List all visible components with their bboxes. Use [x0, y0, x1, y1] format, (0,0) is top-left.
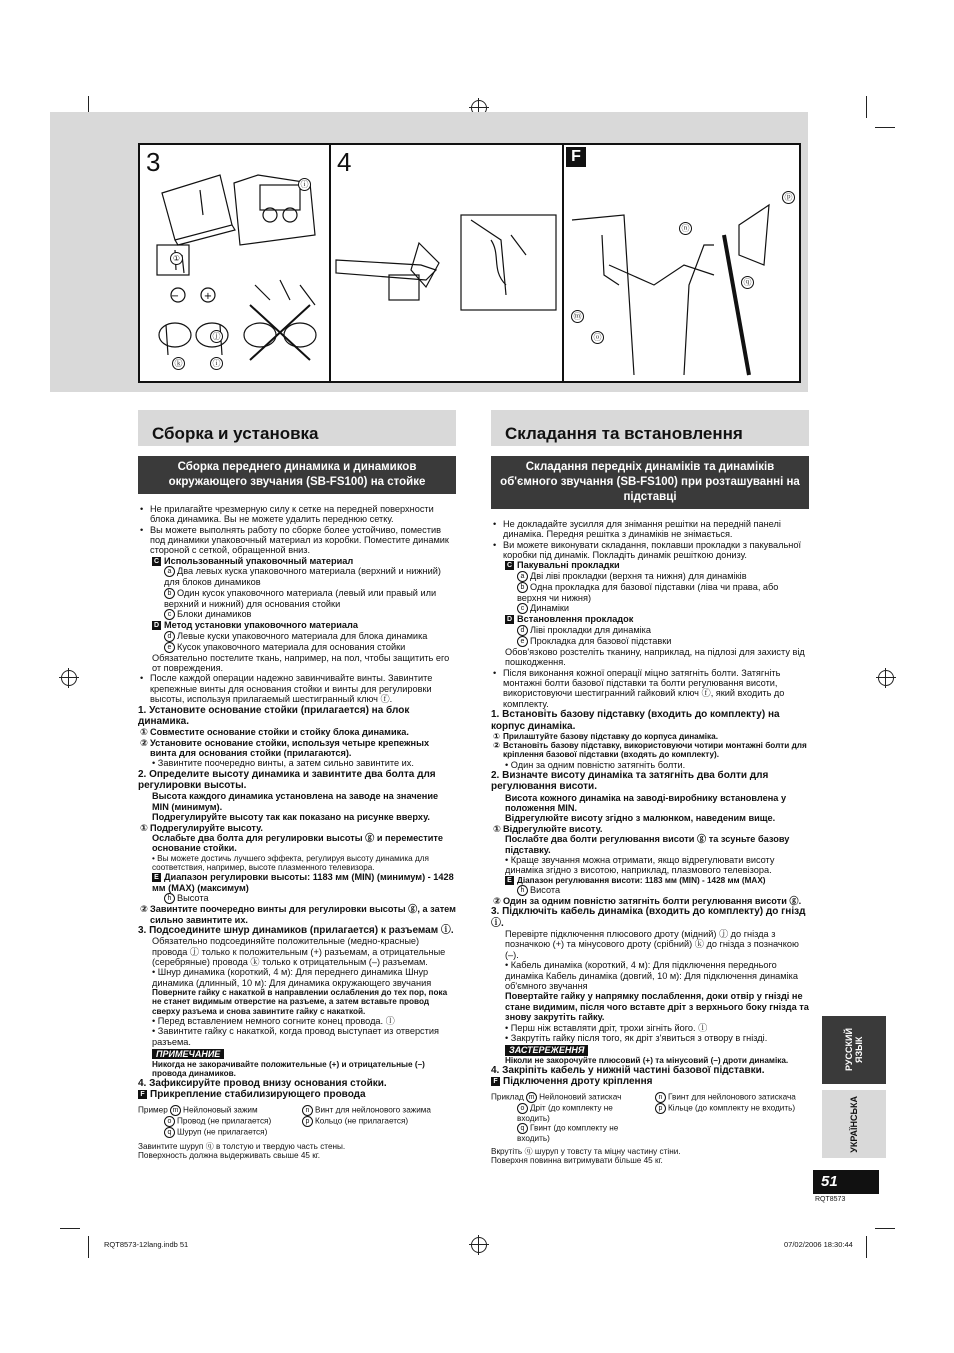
paragraph: Поверхность должна выдерживать свыше 45 кг.: [138, 1150, 321, 1160]
crop-mark: [875, 1228, 895, 1229]
panel-3: [140, 145, 331, 381]
callout-label: ⓘ: [210, 357, 223, 370]
instructions-body: [491, 519, 809, 1166]
panel-4-number: 4: [337, 147, 352, 177]
bullet-item: • Перед вставлением немного согните конец провода. ⓛ: [152, 1015, 395, 1026]
substep: ② Установите основание стойки, используя четыре крепежных винта для основания стойки (прилагаются).: [140, 737, 430, 759]
paragraph: Послабте два болти регулювання висоти ⓖ та зсуньте базову підставку.: [505, 834, 790, 855]
panel-4: [331, 145, 564, 381]
paragraph: Ослабьте два болта для регулировки высоты ⓖ и переместите основание стойки.: [152, 832, 443, 854]
step-heading: 2. Определите высоту динамика и завинтите два болта для регулировки высоты.: [138, 768, 436, 792]
bullet-item: • Після виконання кожної операції міцно затягніть болти. Затягніть монтажні болти базової підставки та болти регулювання висоти, використовуючи шестигранний гайковий ключ ⓕ, який входить до комплекту.: [493, 667, 785, 709]
bullet-item: • После каждой операции надежно завинчивайте винты. Завинтите крепежные винты для основания стойки и винты для регулировки высоты, используя прилагаемый шестигранный ключ ⓕ.: [140, 673, 433, 705]
bullet-item: • Шнур динамика (короткий, 4 м): Для переднего динамика Шнур динамика (длинный, 10 м): Для динамика окружающего звучания: [152, 967, 432, 988]
paragraph: Перевірте підключення плюсового дроту (мідний) ⓙ до гнізда з позначкою (+) та мінусового дроту (срібний) ⓚ до гнізда з позначкою (–).: [505, 929, 799, 960]
panel-3-number: 3: [146, 147, 161, 177]
callout-label: ⓘ: [298, 178, 311, 191]
note-label-wrap: [491, 1043, 809, 1055]
list-item: e Прокладка для базової підставки: [491, 636, 809, 647]
list-item: c Динаміки: [491, 603, 809, 614]
bullet-item: • Не докладайте зусилля для знімання решітки на передній панелі динаміка. Передня решітка з динаміків не знімається.: [493, 518, 781, 540]
bullet-item: • Вы можете достичь лучшего эффекта, регулируя высоту динамика для соответствия, например, высоте плазменного телевизора.: [152, 853, 429, 873]
list-item: d Левые куски упаковочного материала для блока динамика: [138, 631, 456, 642]
bullet-item: • Завинтите гайку с накаткой, когда провод выступает из отверстия разъема.: [152, 1026, 439, 1047]
instructions-body: [138, 504, 456, 1160]
substep: ② Один за одним повністю затягніть болти регулювання висоти ⓖ.: [493, 896, 802, 907]
note-text: Ніколи не закорочуйте плюсовий (+) та мінусовий (–) дроти динаміка.: [505, 1055, 789, 1065]
bullet-item: • Закрутіть гайку після того, як дріт з'явиться з отвору в гнізді.: [505, 1032, 768, 1043]
callout-label: ⓞ: [591, 331, 604, 344]
substep: ① Подрегулируйте высоту.: [140, 822, 263, 833]
note-label: ПРИМЕЧАНИЕ: [152, 1049, 224, 1059]
range-heading: E Диапазон регулировки высоты: 1183 мм (MIN) (минимум) - 1428 мм (MAX) (максимум): [152, 872, 454, 893]
example-legend: Пример m Нейлоновый зажим o Провод (не прилагается) q Шуруп (не прилагается) n Винт для нейлонового зажима p Кольцо (не прилагается): [138, 1105, 431, 1137]
packing-heading: C Пакувальні прокладки: [506, 560, 620, 571]
paragraph: Подрегулируйте высоту так как показано на рисунке вверху.: [152, 812, 430, 823]
note-label-wrap: [138, 1047, 456, 1059]
column-ukrainian: [491, 410, 809, 1166]
paragraph: Высота каждого динамика установлена на заводе на значение MIN (минимум).: [152, 791, 439, 812]
list-item: h Висота: [491, 885, 809, 896]
paragraph: Відрегулюйте висоту згідно з малюнком, наведеним вище.: [505, 813, 776, 824]
callout-label: ⓚ: [172, 357, 185, 370]
range-heading: E Діапазон регулювання висоти: 1183 мм (MIN) - 1428 мм (MAX): [491, 876, 809, 885]
list-item: b Один кусок упаковочного материала (левый или правый или верхний и нижний) для основания стойки: [164, 587, 437, 609]
column-russian: [138, 410, 456, 1160]
bullet-item: • Завинтите поочередно винты, а затем сильно завинтите их.: [152, 758, 414, 769]
paragraph: Завинтите шуруп ⓠ в толстую и твердую часть стены.: [138, 1141, 346, 1151]
paragraph: Поверхня повинна витримувати більше 45 кг.: [491, 1156, 663, 1166]
list-item: a Дві ліві прокладки (верхня та нижня) для динаміків: [491, 571, 809, 582]
registration-mark-icon: [61, 670, 77, 686]
step-heading: 3. Подсоедините шнур динамиков (прилагается) к разъемам ⓘ.: [138, 924, 454, 936]
callout-label: ①: [170, 252, 183, 265]
callout-label: ⓝ: [679, 222, 692, 235]
panel-f-marker: F: [566, 147, 586, 167]
section-title: Складання та встановлення: [491, 410, 809, 446]
paragraph: Обязательно постелите ткань, например, на пол, чтобы защитить его от повреждения.: [152, 652, 450, 674]
paragraph: Повертайте гайку у напрямку послаблення, доки отвір у гнізді не стане видимим, після чого вставте дріт з верхнього боку гнізда та знову закрутіть гайку.: [505, 991, 809, 1023]
svg-text:−: −: [170, 291, 180, 302]
step-heading: 2. Визначте висоту динаміка та затягніть два болти для регулювання висоти.: [491, 769, 769, 793]
example-legend: Приклад m Нейлоновий затискач o Дріт (до комплекту не входить) q Гвинт (до комплекту не входить) n Гвинт для нейлонового затискача p Кільце (до комплекту не входить): [491, 1092, 796, 1143]
wire-heading: F Підключення дроту кріплення: [491, 1076, 809, 1087]
paragraph: Висота кожного динаміка на заводі-виробнику встановлена у положення MIN.: [505, 792, 787, 813]
packing-heading: C Использованный упаковочный материал: [153, 555, 354, 566]
section-subtitle: Складання передніх динаміків та динаміків об'ємного звучання (SB-FS100) при розташуванні на підставці: [491, 456, 809, 509]
substep: ② Встановіть базову підставку, використовуючи чотири монтажні болти для кріплення базової підставки (входять до комплекту).: [493, 741, 807, 760]
list-item: e Кусок упаковочного материала для основания стойки: [138, 642, 456, 653]
note-text: Никогда не закорачивайте положительные (+) и отрицательные (–) провода динамиков.: [152, 1059, 425, 1078]
crop-mark: [60, 1228, 80, 1229]
crop-mark: [866, 96, 867, 118]
svg-text:+: +: [203, 291, 213, 302]
list-item: c Блоки динамиков: [138, 609, 456, 620]
paragraph: Обязательно подсоединяйте положительные (медно-красные) провода ⓙ только к положительным (+) разъемам, а отрицательные (серебряные) провода ⓚ только к отрицательным (–) разъемам.: [152, 936, 446, 967]
bullet-item: • Кабель динаміка (короткий, 4 м): Для підключення переднього динаміка Кабель динаміка (довгий, 10 м): Для підключення динаміка об'ємного звучання: [505, 960, 798, 992]
language-tab-ukrainian[interactable]: УКРАЇНСЬКА: [822, 1090, 886, 1158]
step-heading: 1. Установите основание стойки (прилагается) на блок динамика.: [138, 704, 410, 727]
packing-method-heading: D Метод установки упаковочного материала: [153, 620, 358, 631]
crop-mark: [875, 127, 895, 128]
bullet-item: • Один за одним повністю затягніть болти.: [505, 759, 686, 770]
substep: ① Прилаштуйте базову підставку до корпуса динаміка.: [493, 731, 718, 741]
callout-label: ⓠ: [741, 276, 754, 289]
figure-frame: [138, 143, 801, 383]
registration-mark-icon: [471, 1237, 487, 1253]
list-item: d Ліві прокладки для динаміка: [491, 625, 809, 636]
step-heading: 3. Підключіть кабель динаміка (входить до комплекту) до гнізд ⓘ.: [491, 906, 806, 929]
caution-label: ЗАСТЕРЕЖЕННЯ: [505, 1045, 588, 1055]
wire-heading: F Прикрепление стабилизирующего провода: [138, 1089, 456, 1100]
callout-label: ⓟ: [782, 191, 795, 204]
bullet-item: • Краще звучання можна отримати, якщо відрегулювати висоту динаміка згідно з висотою, наприклад, плазмового телевізора.: [505, 854, 775, 876]
footer-timestamp: 07/02/2006 18:30:44: [784, 1240, 853, 1249]
paragraph: Поверните гайку с накаткой в направлении ослабления до тех пор, пока не станет видимым отверстие на разъеме, а затем вставьте провод сверху разъема и снова завинтите гайку с накаткой.: [152, 988, 448, 1016]
paragraph: Обов'язково розстеліть тканину, наприклад, на підлозі для захисту від пошкодження.: [505, 646, 805, 668]
crop-mark: [866, 1236, 867, 1258]
callout-label: ⓜ: [571, 310, 584, 323]
step-heading: 1. Встановіть базову підставку (входить до комплекту) на корпус динаміка.: [491, 709, 780, 732]
bullet-item: • Вы можете выполнять работу по сборке более устойчиво, поместив под динамики упаковочный материал из коробки. Поместите динамик стороной с сеткой, обращенной вниз.: [140, 524, 449, 556]
language-tab-russian[interactable]: РУССКИЙ ЯЗЫК: [822, 1016, 886, 1084]
substep: ① Совместите основание стойки и стойку блока динамика.: [140, 727, 409, 738]
bullet-item: • Перш ніж вставляти дріт, трохи зігніть його. ⓛ: [505, 1022, 708, 1033]
footer-file-info: RQT8573-12lang.indb 51: [104, 1240, 189, 1249]
bullet-item: • Не прилагайте чрезмерную силу к сетке на передней поверхности блока динамика. Вы не можете удалить переднюю сетку.: [140, 503, 434, 525]
packing-method-heading: D Встановлення прокладок: [506, 614, 634, 625]
list-item: b Одна прокладка для базової підставки (ліва чи права, або верхня чи нижня): [517, 581, 779, 603]
section-subtitle: Сборка переднего динамика и динамиков окружающего звучания (SB-FS100) на стойке: [138, 456, 456, 494]
paragraph: Вкрутіть ⓠ шуруп у товсту та міцну частину стіни.: [491, 1147, 681, 1157]
stabilizing-wire-illustration: [564, 145, 797, 381]
bullet-item: • Ви можете виконувати складання, поклавши прокладки з пакувальної коробки під динамік. Покладіть динамік решіткою донизу.: [493, 539, 802, 560]
substep: ② Завинтите поочередно винты для регулировки высоты ⓖ, а затем сильно завинтите их.: [140, 904, 456, 925]
registration-mark-icon: [878, 670, 894, 686]
cable-routing-illustration: [331, 145, 562, 381]
panel-f: [564, 145, 799, 381]
list-item: a Два левых куска упаковочного материала (верхний и нижний) для блоков динамиков: [164, 566, 441, 588]
step-heading: 4. Закріпіть кабель у нижній частині базової підставки.: [491, 1065, 765, 1077]
crop-mark: [88, 1236, 89, 1258]
section-title: Сборка и установка: [138, 410, 456, 446]
callout-label: ⓙ: [210, 330, 223, 343]
list-item: h Высота: [138, 893, 456, 904]
page-number: 51: [813, 1170, 879, 1194]
step-heading: 4. Зафиксируйте провод внизу основания стойки.: [138, 1078, 387, 1090]
document-code: RQT8573: [815, 1196, 846, 1203]
substep: ① Відрегулюйте висоту.: [493, 823, 603, 834]
